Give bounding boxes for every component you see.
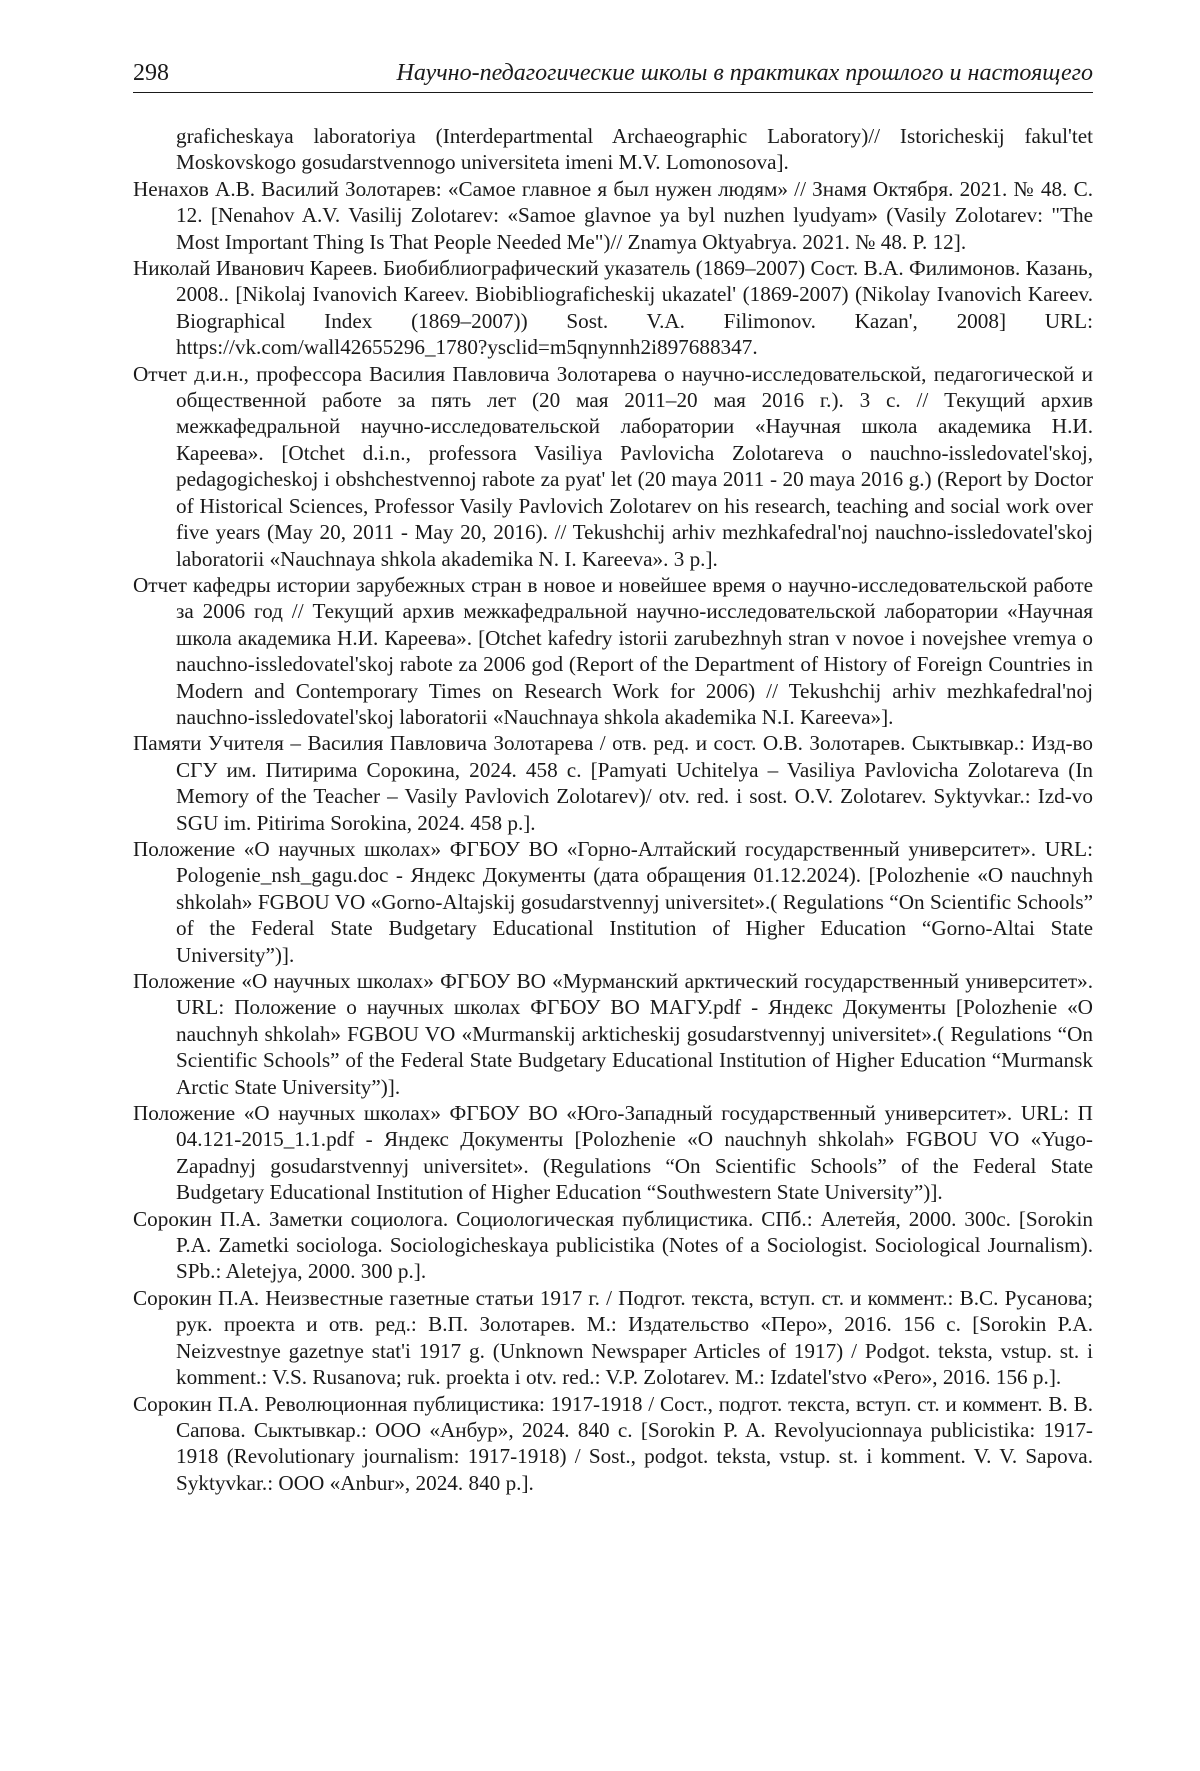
reference-list bbox=[133, 123, 1093, 1496]
reference-entry: Памяти Учителя – Василия Павловича Золотарева / отв. ред. и сост. О.В. Золотарев. Сыктывкар.: Изд-во СГУ им. Питирима Сорокина, 2024. 458 с. [Pamyati Uchitelya – Vasiliya Pavlovicha Zolotareva (In Memory of the Teacher – Vasily Pavlovich Zolotarev)/ otv. red. i sost. O.V. Zolotarev. Syktyvkar.: Izd-vo SGU im. Pitirima Sorokina, 2024. 458 p.]. bbox=[133, 731, 1093, 835]
reference-entry: Сорокин П.А. Заметки социолога. Социологическая публицистика. СПб.: Алетейя, 2000. 300с. [Sorokin P.A. Zametki sociologa. Sociologicheskaya publicistika (Notes of a Sociologist. Sociological Journalism). SPb.: Aletejya, 2000. 300 p.]. bbox=[133, 1206, 1093, 1284]
running-header bbox=[133, 58, 1093, 93]
reference-entry: Отчет кафедры истории зарубежных стран в новое и новейшее время о научно-исследовательской работе за 2006 год // Текущий архив межкафедральной научно-исследовательской лаборатории «Научная школа академика Н.И. Кареева». [Otchet kafedry istorii zarubezhnyh stran v novoe i novejshee vremya o nauchno-issledovatel'skoj rabote za 2006 god (Report of the Department of History of Foreign Countries in Modern and Contemporary Times on Research Work for 2006) // Tekushchij arhiv mezhkafedral'noj nauchno-issledovatel'skoj laboratorii «Nauchnaya shkola akademika N.I. Kareeva»]. bbox=[133, 572, 1093, 729]
page bbox=[133, 58, 1093, 1496]
reference-entry: Положение «О научных школах» ФГБОУ ВО «Юго-Западный государственный университет». URL: П 04.121-2015_1.1.pdf - Яндекс Документы [Polozhenie «O nauchnyh shkolah» FGBOU VO «Yugo-Zapadnyj gosudarstvennyj universitet». (Regulations “On Scientific Schools” of the Federal State Budgetary Educational Institution of Higher Education “Southwestern State University”)]. bbox=[133, 1101, 1093, 1205]
reference-entry: Положение «О научных школах» ФГБОУ ВО «Горно-Алтайский государственный университет». URL: Pologenie_nsh_gagu.doc - Яндекс Документы (дата обращения 01.12.2024). [Polozhenie «O nauchnyh shkolah» FGBOU VO «Gorno-Altajskij gosudarstvennyj universitet».( Regulations “On Scientific Schools” of the Federal State Budgetary Educational Institution of Higher Education “Gorno-Altai State University”)]. bbox=[133, 836, 1093, 967]
running-title: Научно-педагогические школы в практиках прошлого и настоящего bbox=[396, 60, 1093, 86]
reference-entry: graficheskaya laboratoriya (Interdepartmental Archaeographic Laboratory)// Istoricheskij fakul'tet Moskovskogo gosudarstvennogo universiteta imeni M.V. Lomonosova]. bbox=[176, 124, 1093, 175]
reference-entry: Сорокин П.А. Революционная публицистика: 1917-1918 / Сост., подгот. текста, вступ. ст. и коммент. В. В. Сапова. Сыктывкар.: ООО «Анбур», 2024. 840 с. [Sorokin P. A. Revolyucionnaya publicistika: 1917-1918 (Revolutionary journalism: 1917-1918) / Sost., podgot. teksta, vstup. st. i komment. V. V. Sapova. Syktyvkar.: OOO «Anbur», 2024. 840 p.]. bbox=[133, 1391, 1093, 1495]
reference-entry: Отчет д.и.н., профессора Василия Павловича Золотарева о научно-исследовательской, педагогической и общественной работе за пять лет (20 мая 2011–20 мая 2016 г.). 3 с. // Текущий архив межкафедральной научно-исследовательской лаборатории «Научная школа академика Н.И. Кареева». [Otchet d.i.n., professora Vasiliya Pavlovicha Zolotareva o nauchno-issledovatel'skoj, pedagogicheskoj i obshchestvennoj rabote za pyat' let (20 maya 2011 - 20 maya 2016 g.) (Report by Doctor of Historical Sciences, Professor Vasily Pavlovich Zolotarev on his research, teaching and social work over five years (May 20, 2011 - May 20, 2016). // Tekushchij arhiv mezhkafedral'noj nauchno-issledovatel'skoj laboratorii «Nauchnaya shkola akademika N. I. Kareeva». 3 p.]. bbox=[133, 361, 1093, 571]
reference-entry: Положение «О научных школах» ФГБОУ ВО «Мурманский арктический государственный университет». URL: Положение о научных школах ФГБОУ ВО МАГУ.pdf - Яндекс Документы [Polozhenie «O nauchnyh shkolah» FGBOU VO «Murmanskij arkticheskij gosudarstvennyj universitet».( Regulations “On Scientific Schools” of the Federal State Budgetary Educational Institution of Higher Education “Murmansk Arctic State University”)]. bbox=[133, 969, 1093, 1099]
reference-entry: Ненахов А.В. Василий Золотарев: «Самое главное я был нужен людям» // Знамя Октября. 2021. № 48. С. 12. [Nenahov A.V. Vasilij Zolotarev: «Samoe glavnoe ya byl nuzhen lyudyam» (Vasily Zolotarev: "The Most Important Thing Is That People Needed Me")// Znamya Oktyabrya. 2021. № 48. P. 12]. bbox=[133, 176, 1093, 254]
reference-entry: Николай Иванович Кареев. Биобиблиографический указатель (1869–2007) Сост. В.А. Филимонов. Казань, 2008.. [Nikolaj Ivanovich Kareev. Biobibliograficheskij ukazatel' (1869-2007) (Nikolay Ivanovich Kareev. Biographical Index (1869–2007)) Sost. V.A. Filimonov. Kazan', 2008] URL: https://vk.com/wall42655296_1780?ysclid=m5qnynnh2i897688347. bbox=[133, 256, 1093, 360]
page-number: 298 bbox=[133, 60, 169, 86]
reference-entry: Сорокин П.А. Неизвестные газетные статьи 1917 г. / Подгот. текста, вступ. ст. и коммент.: В.С. Русанова; рук. проекта и отв. ред.: В.П. Золотарев. М.: Издательство «Перо», 2016. 156 с. [Sorokin P.A. Neizvestnye gazetnye stat'i 1917 g. (Unknown Newspaper Articles of 1917) / Podgot. teksta, vstup. st. i komment.: V.S. Rusanova; ruk. proekta i otv. red.: V.P. Zolotarev. M.: Izdatel'stvo «Pero», 2016. 156 p.]. bbox=[133, 1285, 1093, 1390]
